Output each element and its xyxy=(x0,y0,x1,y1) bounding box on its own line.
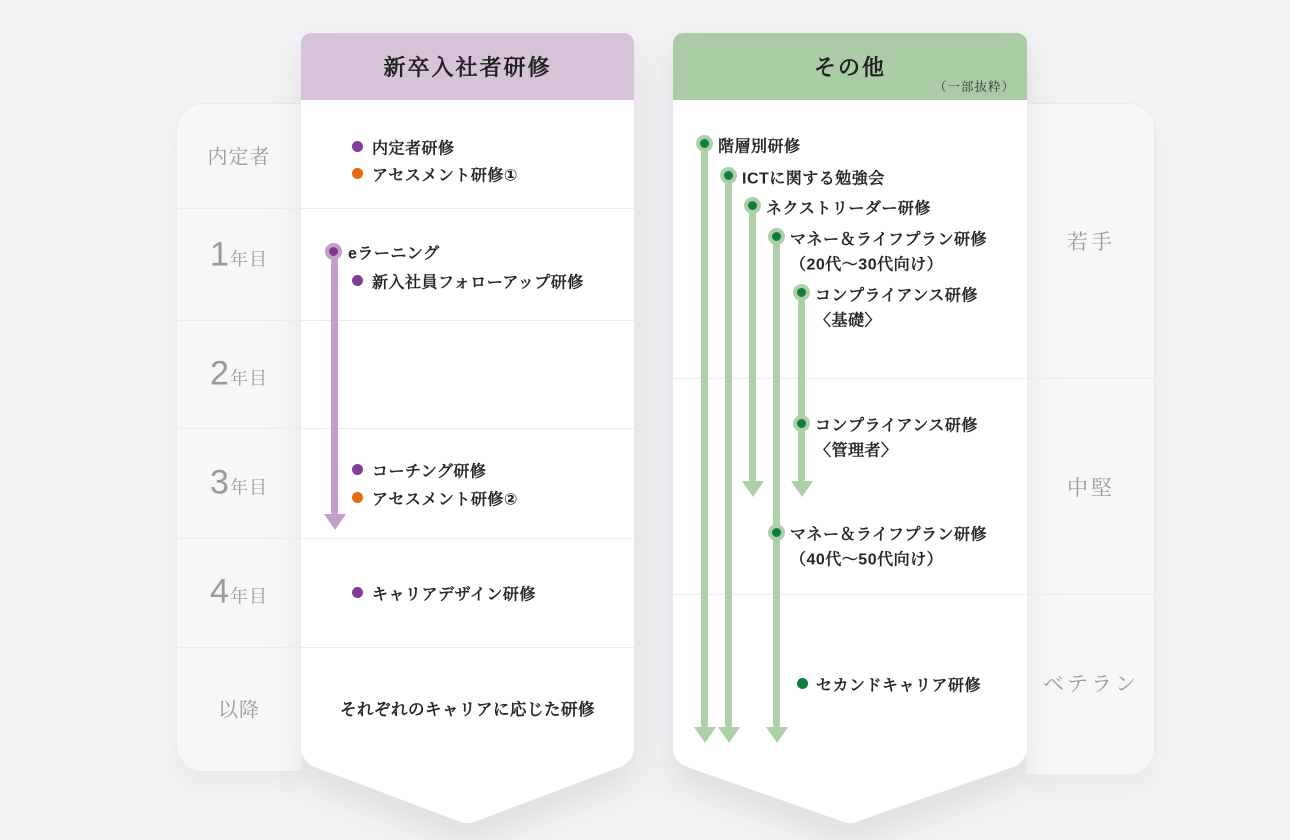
training-item: 階層別研修 xyxy=(718,138,801,156)
row-label-naiteisha: 内定者 xyxy=(207,146,271,169)
training-item-sub: 〈管理者〉 xyxy=(815,442,898,460)
training-item: 新入社員フォローアップ研修 xyxy=(372,274,584,292)
row-divider xyxy=(176,538,634,539)
green-arrowhead-icon xyxy=(742,481,764,497)
compliance-line xyxy=(798,293,805,482)
training-item: コンプライアンス研修 xyxy=(815,417,978,435)
orange-bullet-icon xyxy=(352,168,363,179)
training-item-sub: （40代〜50代向け） xyxy=(790,551,944,569)
purple-bullet-icon xyxy=(352,141,363,152)
row-divider xyxy=(176,320,634,321)
new-grad-header-title: 新卒入社者研修 xyxy=(383,55,552,80)
training-item-sub: （20代〜30代向け） xyxy=(790,256,944,274)
training-item-sub: 〈基礎〉 xyxy=(815,312,882,330)
row-label-year2: 2年目 xyxy=(210,354,268,393)
other-header-title: その他 xyxy=(813,55,886,80)
training-item: ICTに関する勉強会 xyxy=(742,170,885,188)
new-grad-header xyxy=(301,33,634,100)
elearning-start-dot-icon xyxy=(325,243,342,260)
purple-bullet-icon xyxy=(352,275,363,286)
training-item: コンプライアンス研修 xyxy=(815,287,978,305)
green-ring-dot-icon xyxy=(696,135,713,152)
row-label-ikou: 以降 xyxy=(218,699,260,722)
training-item: ネクストリーダー研修 xyxy=(766,200,931,218)
other-header-note: （一部抜粋） xyxy=(933,80,1015,94)
row-label-year4: 4年目 xyxy=(210,572,268,611)
stage-label-chuken: 中堅 xyxy=(1067,477,1115,500)
training-item: 内定者研修 xyxy=(372,140,455,158)
stage-label-veteran: ベテラン xyxy=(1043,673,1139,696)
next-leader-line xyxy=(749,206,756,482)
training-item: アセスメント研修① xyxy=(372,167,518,185)
row-divider xyxy=(176,647,634,648)
row-divider xyxy=(176,208,634,209)
green-ring-dot-icon xyxy=(720,167,737,184)
elearning-arrowhead-icon xyxy=(324,514,346,530)
green-arrowhead-icon xyxy=(694,727,716,743)
year-axis-panel xyxy=(176,103,302,772)
training-item: セカンドキャリア研修 xyxy=(816,677,982,695)
green-ring-dot-icon xyxy=(768,524,785,541)
green-arrowhead-icon xyxy=(791,481,813,497)
green-ring-dot-icon xyxy=(768,228,785,245)
training-item: アセスメント研修② xyxy=(372,491,518,509)
other-header xyxy=(673,33,1027,100)
green-bullet-icon xyxy=(797,678,808,689)
row-label-year3: 3年目 xyxy=(210,463,268,502)
elearning-timeline-line xyxy=(331,252,338,515)
row-divider xyxy=(176,428,634,429)
stage-divider xyxy=(673,594,1155,595)
purple-bullet-icon xyxy=(352,587,363,598)
green-arrowhead-icon xyxy=(718,727,740,743)
money-lifeplan-line xyxy=(773,237,780,728)
green-ring-dot-icon xyxy=(744,197,761,214)
purple-bullet-icon xyxy=(352,464,363,475)
green-arrowhead-icon xyxy=(766,727,788,743)
stage-label-wakate: 若手 xyxy=(1067,231,1115,254)
training-item: eラーニング xyxy=(348,245,440,263)
green-ring-dot-icon xyxy=(793,284,810,301)
stage-divider xyxy=(673,378,1155,379)
hierarchy-training-line xyxy=(701,144,708,728)
orange-bullet-icon xyxy=(352,492,363,503)
ict-study-line xyxy=(725,176,732,728)
training-item: マネー＆ライフプラン研修 xyxy=(790,526,988,544)
career-note: それぞれのキャリアに応じた研修 xyxy=(340,701,595,719)
training-item: コーチング研修 xyxy=(372,463,487,481)
training-item: マネー＆ライフプラン研修 xyxy=(790,231,988,249)
green-ring-dot-icon xyxy=(793,415,810,432)
row-label-year1: 1年目 xyxy=(210,235,268,274)
training-item: キャリアデザイン研修 xyxy=(372,586,536,604)
